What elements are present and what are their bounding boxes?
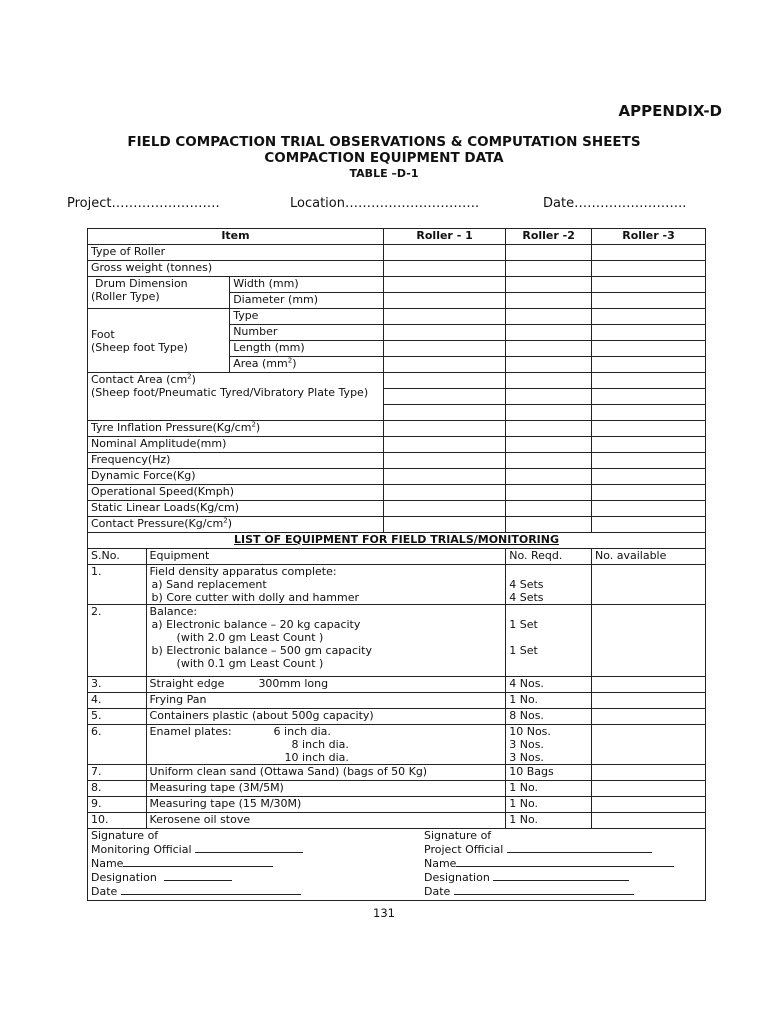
list-title-row bbox=[88, 533, 706, 549]
drum-dimension-text: Drum Dimension bbox=[95, 277, 188, 290]
table-row bbox=[88, 501, 706, 517]
project-official-signature: Signature of Project Official Name Designation Date bbox=[424, 829, 674, 898]
item-qty: 10 Nos. 3 Nos. 3 Nos. bbox=[506, 725, 592, 765]
row-label: Operational Speed(Kmph) bbox=[88, 485, 384, 501]
row-label: Dynamic Force(Kg) bbox=[88, 469, 384, 485]
item-equipment: Kerosene oil stove bbox=[146, 813, 506, 829]
list-item bbox=[88, 725, 706, 765]
item-qty: 10 Bags bbox=[506, 765, 592, 781]
date-line[interactable] bbox=[121, 884, 301, 895]
list-item bbox=[88, 765, 706, 781]
row-label: Static Linear Loads(Kg/cm) bbox=[88, 501, 384, 517]
item-sno: 5. bbox=[88, 709, 147, 725]
item-qty: 4 Nos. bbox=[506, 677, 592, 693]
date-field: Date…………………….. bbox=[543, 196, 687, 211]
header-sno: S.No. bbox=[88, 549, 147, 565]
item-qty: 4 Sets 4 Sets bbox=[506, 565, 592, 605]
foot-label bbox=[88, 309, 230, 373]
item-equipment: Frying Pan bbox=[146, 693, 506, 709]
appendix-label: APPENDIX-D bbox=[618, 102, 722, 120]
project-field: Project……………………. bbox=[67, 196, 220, 211]
list-item bbox=[88, 797, 706, 813]
item-qty: 1 Set 1 Set bbox=[506, 605, 592, 677]
page-number: 131 bbox=[373, 906, 395, 920]
designation-line[interactable] bbox=[164, 870, 232, 881]
monitoring-official-signature: Signature of Monitoring Official Name Designation Date bbox=[91, 829, 424, 898]
item-equipment: Uniform clean sand (Ottawa Sand) (bags of 50 Kg) bbox=[146, 765, 506, 781]
list-item bbox=[88, 813, 706, 829]
header-roller-3: Roller -3 bbox=[591, 229, 705, 245]
row-label: Contact $Pressure(Kg/cm^2)$ bbox=[88, 517, 384, 533]
table-row bbox=[88, 517, 706, 533]
row-label: Number bbox=[230, 325, 384, 341]
item-qty: 1 No. bbox=[506, 813, 592, 829]
contact-area-types: (Sheep foot/Pneumatic Tyred/Vibratory Plate Type) bbox=[91, 386, 369, 399]
item-qty: 1 No. bbox=[506, 693, 592, 709]
item-sno: 7. bbox=[88, 765, 147, 781]
item-equipment: Balance: a) Electronic balance – 20 kg capacity (with 2.0 gm Least Count ) b) Electronic balance – 500 gm capacity (with 0.1 gm Least Count ) bbox=[146, 605, 506, 677]
item-sno: 4. bbox=[88, 693, 147, 709]
table-row bbox=[88, 469, 706, 485]
foot-text: Foot bbox=[91, 327, 115, 341]
drum-dimension-label bbox=[88, 277, 230, 309]
item-qty: 1 No. bbox=[506, 781, 592, 797]
header-equipment: Equipment bbox=[146, 549, 506, 565]
table-row bbox=[88, 485, 706, 501]
list-item bbox=[88, 693, 706, 709]
item-sno: 10. bbox=[88, 813, 147, 829]
item-equipment: Measuring tape (15 M/30M) bbox=[146, 797, 506, 813]
table-label: TABLE –D-1 bbox=[349, 167, 419, 180]
document-subtitle: COMPACTION EQUIPMENT DATA bbox=[264, 150, 504, 166]
name-line[interactable] bbox=[456, 856, 674, 867]
document-title: FIELD COMPACTION TRIAL OBSERVATIONS & COMPUTATION SHEETS bbox=[127, 134, 641, 150]
row-label: Type of Roller bbox=[88, 245, 384, 261]
header-no-available: No. available bbox=[591, 549, 705, 565]
table-row bbox=[88, 453, 706, 469]
name-line[interactable] bbox=[123, 856, 273, 867]
list-item bbox=[88, 709, 706, 725]
location-field: Location…………………………. bbox=[290, 196, 480, 211]
item-equipment: Measuring tape (3M/5M) bbox=[146, 781, 506, 797]
item-sno: 9. bbox=[88, 797, 147, 813]
row-label: Type bbox=[230, 309, 384, 325]
item-equipment: Enamel plates: 6 inch dia. 8 inch dia. 10 inch dia. bbox=[146, 725, 506, 765]
table-row bbox=[88, 309, 706, 325]
roller-header-row bbox=[88, 229, 706, 245]
row-label: Frequency(Hz) bbox=[88, 453, 384, 469]
item-equipment: Containers plastic (about 500g capacity) bbox=[146, 709, 506, 725]
roller-type-text: (Roller Type) bbox=[91, 290, 160, 303]
row-label: Length (mm) bbox=[230, 341, 384, 357]
item-qty: 1 No. bbox=[506, 797, 592, 813]
table-row bbox=[88, 373, 706, 389]
table-row bbox=[88, 437, 706, 453]
signature-row bbox=[88, 829, 706, 901]
table-row bbox=[88, 277, 706, 293]
list-item bbox=[88, 565, 706, 605]
row-label: Tyre Inflation $Pressure(Kg/cm^2)$ bbox=[88, 421, 384, 437]
item-sno: 1. bbox=[88, 565, 147, 605]
table-row bbox=[88, 261, 706, 277]
item-sno: 8. bbox=[88, 781, 147, 797]
list-header-row bbox=[88, 549, 706, 565]
header-item: Item bbox=[88, 229, 384, 245]
item-equipment: Field density apparatus complete: a) Sand replacement b) Core cutter with dolly and hammer bbox=[146, 565, 506, 605]
signature-line[interactable] bbox=[195, 842, 303, 853]
list-item bbox=[88, 781, 706, 797]
header-no-reqd: No. Reqd. bbox=[506, 549, 592, 565]
table-row bbox=[88, 421, 706, 437]
row-label: Diameter (mm) bbox=[230, 293, 384, 309]
designation-line[interactable] bbox=[493, 870, 629, 881]
header-roller-1: Roller - 1 bbox=[383, 229, 505, 245]
table-row bbox=[88, 245, 706, 261]
item-sno: 3. bbox=[88, 677, 147, 693]
item-sno: 2. bbox=[88, 605, 147, 677]
signature-line[interactable] bbox=[507, 842, 652, 853]
contact-area-label: Contact Area $(cm^2)$ (Sheep foot/Pneumatic Tyred/Vibratory Plate Type) bbox=[88, 373, 384, 421]
list-title: LIST OF EQUIPMENT FOR FIELD TRIALS/MONITORING bbox=[88, 533, 706, 549]
signature-block bbox=[88, 829, 706, 901]
list-item bbox=[88, 677, 706, 693]
item-qty: 8 Nos. bbox=[506, 709, 592, 725]
row-label: Nominal Amplitude(mm) bbox=[88, 437, 384, 453]
compaction-equipment-table bbox=[87, 228, 706, 901]
item-sno: 6. bbox=[88, 725, 147, 765]
sheep-foot-type-text: (Sheep foot Type) bbox=[91, 340, 188, 354]
item-equipment: Straight edge 300mm long bbox=[146, 677, 506, 693]
row-label: Gross weight (tonnes) bbox=[88, 261, 384, 277]
date-line[interactable] bbox=[454, 884, 634, 895]
list-item bbox=[88, 605, 706, 677]
row-label: Area $(mm^2)$ bbox=[230, 357, 384, 373]
header-roller-2: Roller -2 bbox=[506, 229, 592, 245]
row-label: Width (mm) bbox=[230, 277, 384, 293]
